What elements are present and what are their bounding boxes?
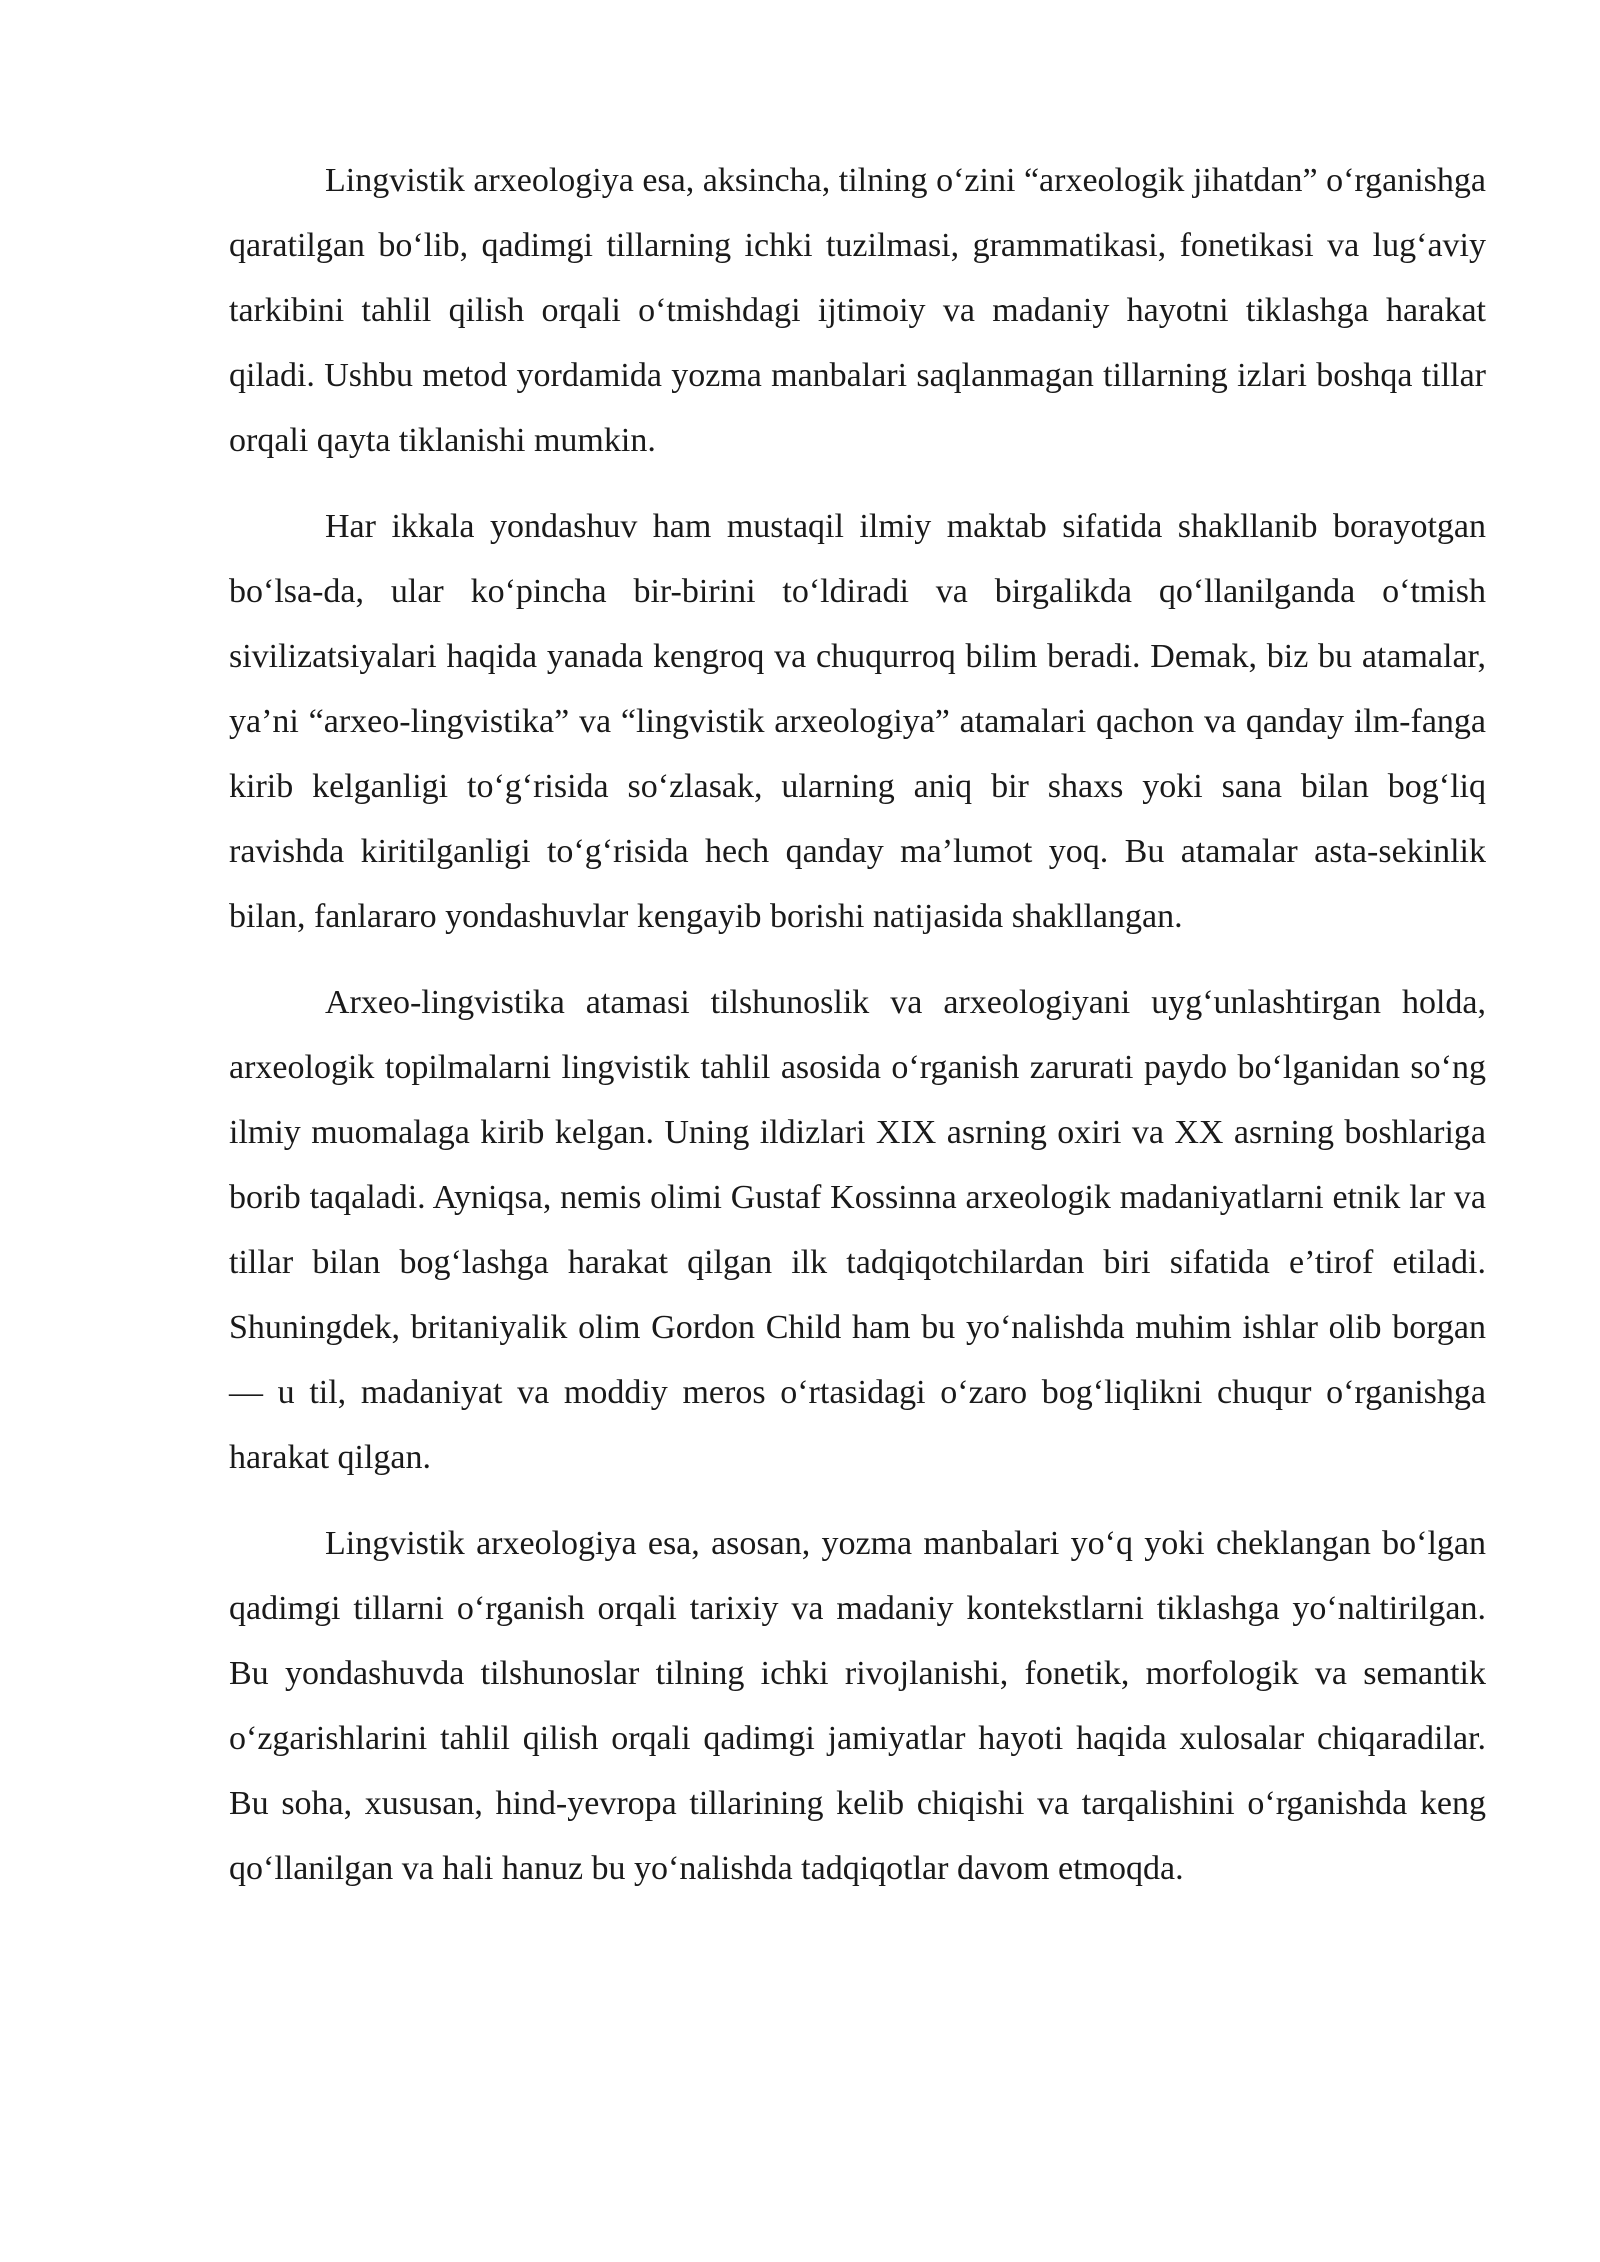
paragraph-2: Har ikkala yondashuv ham mustaqil ilmiy maktab sifatida shakllanib borayotgan bo‘lsa-da, ular ko‘pincha bir-birini to‘ldiradi va birgalikda qo‘llanilganda o‘tmish sivilizatsiyalari haqida yanada kengroq va chuqurroq bilim beradi. Demak, biz bu atamalar, ya’ni “arxeo-lingvistika” va “lingvistik arxeologiya” atamalari qachon va qanday ilm-fanga kirib kelganligi to‘g‘risida so‘zlasak, ularning aniq bir shaxs yoki sana bilan bog‘liq ravishda kiritilganligi to‘g‘risida hech qanday ma’lumot yoq. Bu atamalar asta-sekinlik bilan, fanlararo yondashuvlar kengayib borishi natijasida shakllangan. (229, 508, 1486, 935)
paragraph-1: Lingvistik arxeologiya esa, aksincha, tilning o‘zini “arxeologik jihatdan” o‘rganishga qaratilgan bo‘lib, qadimgi tillarning ichki tuzilmasi, grammatikasi, fonetikasi va lug‘aviy tarkibini tahlil qilish orqali o‘tmishdagi ijtimoiy va madaniy hayotni tiklashga harakat qiladi. Ushbu metod yordamida yozma manbalari saqlanmagan tillarning izlari boshqa tillar orqali qayta tiklanishi mumkin. (229, 162, 1486, 459)
paragraph-3: Arxeo-lingvistika atamasi tilshunoslik va arxeologiyani uyg‘unlashtirgan holda, arxeologik topilmalarni lingvistik tahlil asosida o‘rganish zarurati paydo bo‘lganidan so‘ng ilmiy muomalaga kirib kelgan. Uning ildizlari XIX asrning oxiri va XX asrning boshlariga borib taqaladi. Ayniqsa, nemis olimi Gustaf Kossinna arxeologik madaniyatlarni etnik lar va tillar bilan bog‘lashga harakat qilgan ilk tadqiqotchilardan biri sifatida e’tirof etiladi. Shuningdek, britaniyalik olim Gordon Child ham bu yo‘nalishda muhim ishlar olib borgan — u til, madaniyat va moddiy meros o‘rtasidagi o‘zaro bog‘liqlikni chuqur o‘rganishga harakat qilgan. (229, 984, 1486, 1476)
document-body (229, 148, 1486, 1922)
paragraph-4: Lingvistik arxeologiya esa, asosan, yozma manbalari yo‘q yoki cheklangan bo‘lgan qadimgi tillarni o‘rganish orqali tarixiy va madaniy kontekstlarni tiklashga yo‘naltirilgan. Bu yondashuvda tilshunoslar tilning ichki rivojlanishi, fonetik, morfologik va semantik o‘zgarishlarini tahlil qilish orqali qadimgi jamiyatlar hayoti haqida xulosalar chiqaradilar. Bu soha, xususan, hind-yevropa tillarining kelib chiqishi va tarqalishini o‘rganishda keng qo‘llanilgan va hali hanuz bu yo‘nalishda tadqiqotlar davom etmoqda. (229, 1525, 1486, 1887)
